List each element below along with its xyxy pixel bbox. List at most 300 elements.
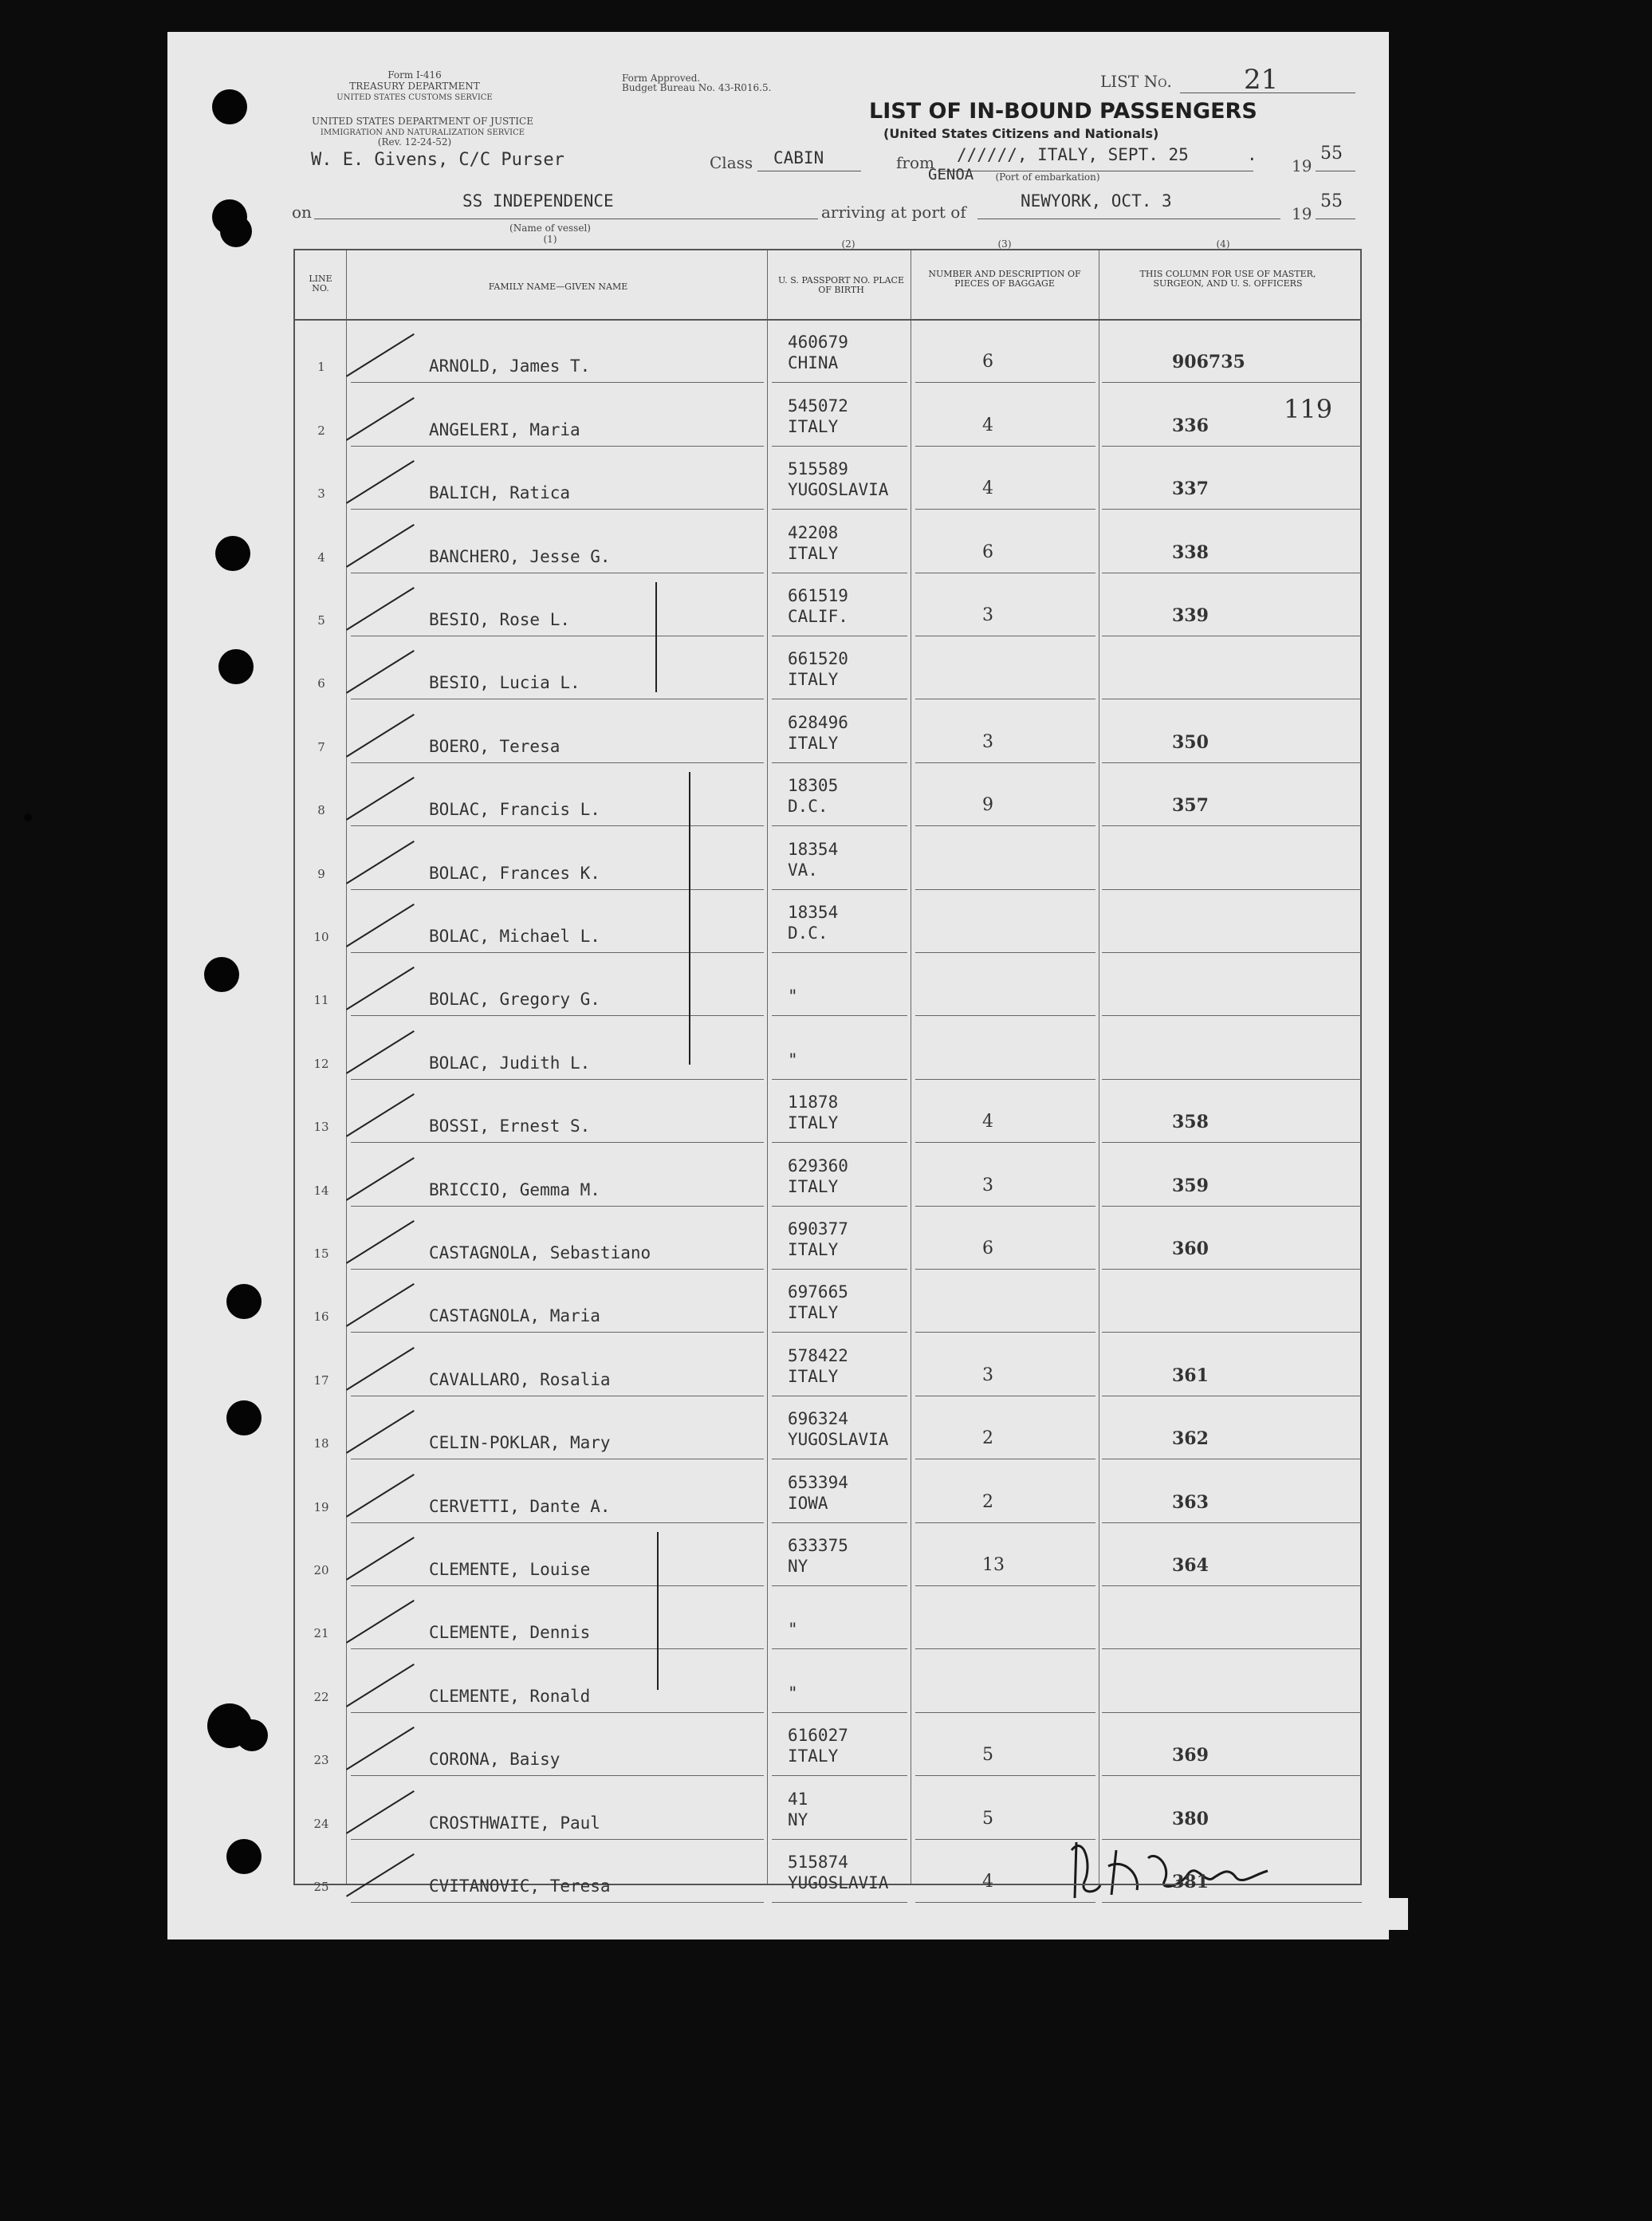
family-bracket	[689, 772, 690, 1065]
table-row	[295, 1144, 1360, 1207]
table-row	[295, 1017, 1360, 1080]
row-rule	[351, 509, 764, 510]
officer-number: 350	[1172, 731, 1209, 753]
table-row	[295, 1397, 1360, 1460]
passport-number: 515874	[788, 1852, 848, 1872]
row-rule	[915, 1585, 1095, 1586]
from-dot: .	[1247, 145, 1257, 164]
baggage-count: 4	[982, 478, 993, 499]
baggage-count: 9	[982, 795, 993, 816]
passenger-table	[293, 249, 1362, 1896]
row-rule	[351, 1839, 764, 1840]
table-row	[295, 891, 1360, 954]
officer-number: 357	[1172, 795, 1209, 817]
form-number: Form I-416	[387, 69, 442, 81]
line-number: 14	[313, 1183, 329, 1198]
place-of-birth: "	[788, 1683, 798, 1703]
row-rule	[1102, 1648, 1362, 1649]
row-rule	[351, 1079, 764, 1080]
row-rule	[1102, 382, 1362, 383]
check-mark	[346, 1600, 415, 1644]
place-of-birth: YUGOSLAVIA	[788, 1430, 889, 1450]
passenger-name: BOSSI, Ernest S.	[429, 1116, 591, 1136]
check-mark	[346, 524, 415, 568]
budget-bureau: Budget Bureau No. 43-R016.5.	[622, 82, 772, 93]
place-of-birth: NY	[788, 1809, 808, 1829]
passport-number: 42208	[788, 522, 839, 542]
place-of-birth: CHINA	[788, 353, 839, 373]
row-rule	[915, 952, 1095, 953]
col1-number: (1)	[543, 234, 557, 245]
place-of-birth: ITALY	[788, 1366, 839, 1386]
row-rule	[915, 1015, 1095, 1016]
row-rule	[915, 1775, 1095, 1776]
passport-number: 460679	[788, 333, 848, 352]
list-number: 21	[1244, 64, 1279, 96]
row-rule	[772, 1269, 907, 1270]
check-mark	[346, 1093, 415, 1137]
check-mark	[346, 777, 415, 821]
place-of-birth: ITALY	[788, 733, 839, 753]
passport-number: 18305	[788, 776, 839, 796]
arriving-label: arriving at port of	[821, 203, 966, 222]
row-rule	[915, 1902, 1095, 1903]
passenger-name: CERVETTI, Dante A.	[429, 1496, 611, 1516]
row-rule	[1102, 1902, 1362, 1903]
check-mark	[346, 1220, 415, 1264]
table-row	[295, 447, 1360, 510]
line-number: 1	[317, 360, 325, 375]
col2-number: (2)	[841, 238, 856, 250]
list-no-label: LIST No.	[1100, 72, 1172, 91]
place-of-birth: D.C.	[788, 923, 828, 943]
officer-number: 337	[1172, 478, 1209, 500]
officer-number: 339	[1172, 604, 1209, 626]
passport-number: 661520	[788, 649, 848, 669]
officer-number: 363	[1172, 1491, 1209, 1513]
row-rule	[772, 1522, 907, 1523]
year-prefix-from: 19	[1292, 156, 1312, 175]
passenger-name: BRICCIO, Gemma M.	[429, 1179, 600, 1199]
place-of-birth: ITALY	[788, 1176, 839, 1196]
line-number: 21	[313, 1626, 329, 1641]
header-baggage: NUMBER AND DESCRIPTION OF PIECES OF BAGGAGE	[928, 269, 1081, 289]
passport-number: 18354	[788, 902, 839, 922]
check-mark	[346, 714, 415, 758]
place-of-birth: ITALY	[788, 543, 839, 563]
passport-number: 653394	[788, 1472, 848, 1492]
passenger-name: BOLAC, Michael L.	[429, 926, 600, 946]
passenger-name: ARNOLD, James T.	[429, 356, 591, 376]
row-rule	[915, 825, 1095, 826]
passenger-name: BOLAC, Judith L.	[429, 1053, 591, 1073]
line-number: 7	[317, 739, 325, 754]
check-mark	[346, 587, 415, 631]
col3-number: (3)	[997, 238, 1012, 250]
passenger-name: BOLAC, Gregory G.	[429, 990, 600, 1010]
row-rule	[1102, 1079, 1362, 1080]
row-rule	[915, 382, 1095, 383]
from-value: //////, ITALY, SEPT. 25	[957, 145, 1189, 164]
year-prefix-arrival: 19	[1292, 204, 1312, 223]
form-approved: Form Approved.	[622, 73, 701, 84]
table-row	[295, 384, 1360, 447]
place-of-birth: ITALY	[788, 1113, 839, 1133]
passenger-name: BOLAC, Francis L.	[429, 800, 600, 820]
row-rule	[772, 1585, 907, 1586]
passport-number: 628496	[788, 712, 848, 732]
row-rule	[772, 509, 907, 510]
passport-number: 696324	[788, 1409, 848, 1429]
table-row	[295, 1460, 1360, 1523]
baggage-count: 13	[982, 1554, 1005, 1575]
row-rule	[1102, 1142, 1362, 1143]
passenger-name: CORONA, Baisy	[429, 1750, 560, 1770]
row-rule	[351, 1902, 764, 1903]
row-rule	[1102, 1585, 1362, 1586]
officer-number: 336	[1172, 415, 1209, 436]
place-of-birth: "	[788, 986, 798, 1006]
row-rule	[915, 1712, 1095, 1713]
table-row	[295, 637, 1360, 700]
row-rule	[351, 825, 764, 826]
row-rule	[915, 1206, 1095, 1207]
officer-number: 361	[1172, 1364, 1209, 1386]
check-mark	[346, 1157, 415, 1201]
line-number: 18	[313, 1436, 329, 1451]
line-number: 25	[313, 1879, 329, 1894]
officer-number: 360	[1172, 1238, 1209, 1259]
row-rule	[351, 1332, 764, 1333]
passenger-name: CLEMENTE, Ronald	[429, 1686, 591, 1706]
passport-number: 661519	[788, 585, 848, 605]
arrival-port: NEWYORK, OCT. 3	[1021, 191, 1172, 211]
row-rule	[772, 1332, 907, 1333]
row-rule	[351, 1585, 764, 1586]
baggage-count: 2	[982, 1428, 993, 1449]
place-of-birth: ITALY	[788, 1746, 839, 1766]
punch-hole	[226, 1284, 262, 1319]
line-number: 13	[313, 1120, 329, 1135]
officer-number: 338	[1172, 541, 1209, 563]
year-from: 55	[1320, 144, 1343, 163]
place-of-birth: "	[788, 1049, 798, 1069]
passenger-name: ANGELERI, Maria	[429, 419, 580, 439]
row-rule	[772, 1015, 907, 1016]
table-row	[295, 321, 1360, 384]
line-number: 8	[317, 803, 325, 818]
family-bracket	[657, 1532, 659, 1690]
row-rule	[1102, 889, 1362, 890]
row-rule	[915, 889, 1095, 890]
row-rule	[1102, 1712, 1362, 1713]
passenger-name: BANCHERO, Jesse G.	[429, 546, 611, 566]
passenger-name: CASTAGNOLA, Sebastiano	[429, 1242, 651, 1262]
margin-note: 119	[1284, 394, 1333, 424]
passport-number: 629360	[788, 1156, 848, 1175]
row-rule	[772, 382, 907, 383]
officer-number: 362	[1172, 1428, 1209, 1450]
passport-number: 633375	[788, 1535, 848, 1555]
row-rule	[772, 952, 907, 953]
table-row	[295, 1333, 1360, 1396]
line-number: 2	[317, 423, 325, 438]
row-rule	[1102, 446, 1362, 447]
line-number: 10	[313, 929, 329, 944]
passport-number: 616027	[788, 1726, 848, 1746]
row-rule	[1102, 762, 1362, 763]
baggage-count: 6	[982, 1238, 993, 1258]
row-rule	[351, 1648, 764, 1649]
check-mark	[346, 1853, 415, 1897]
row-rule	[1102, 1269, 1362, 1270]
place-of-birth: IOWA	[788, 1493, 828, 1513]
punch-hole	[220, 215, 252, 247]
check-mark	[346, 1030, 415, 1074]
place-of-birth: "	[788, 1620, 798, 1640]
passenger-name: BOLAC, Frances K.	[429, 863, 600, 883]
family-bracket	[655, 582, 657, 693]
header-name: FAMILY NAME—GIVEN NAME	[488, 282, 628, 292]
table-row	[295, 764, 1360, 827]
row-rule	[1102, 1206, 1362, 1207]
table-row	[295, 574, 1360, 637]
line-number: 23	[313, 1753, 329, 1768]
line-number: 4	[317, 549, 325, 565]
punch-hole	[218, 649, 254, 684]
row-rule	[1102, 1775, 1362, 1776]
line-number: 22	[313, 1689, 329, 1704]
header-passport: U. S. PASSPORT NO. PLACE OF BIRTH	[777, 275, 905, 295]
punch-hole	[226, 1839, 262, 1874]
embark-label: (Port of embarkation)	[995, 171, 1100, 183]
line-number: 16	[313, 1309, 329, 1325]
baggage-count: 4	[982, 415, 993, 435]
row-rule	[351, 889, 764, 890]
officer-number: 359	[1172, 1175, 1209, 1196]
place-of-birth: ITALY	[788, 1239, 839, 1259]
row-rule	[1102, 1522, 1362, 1523]
row-rule	[772, 1079, 907, 1080]
line-number: 12	[313, 1056, 329, 1071]
embark-port: GENOA	[928, 166, 974, 183]
row-rule	[772, 1839, 907, 1840]
row-rule	[772, 825, 907, 826]
passenger-name: CROSTHWAITE, Paul	[429, 1813, 600, 1833]
place-of-birth: ITALY	[788, 416, 839, 436]
row-rule	[772, 1206, 907, 1207]
purser-name: W. E. Givens, C/C Purser	[311, 150, 564, 170]
row-rule	[351, 1522, 764, 1523]
place-of-birth: VA.	[788, 860, 818, 880]
passenger-name: BALICH, Ratica	[429, 483, 571, 503]
row-rule	[351, 762, 764, 763]
baggage-count: 6	[982, 541, 993, 562]
check-mark	[346, 904, 415, 947]
line-number: 20	[313, 1562, 329, 1577]
passenger-name: CELIN-POKLAR, Mary	[429, 1433, 611, 1453]
baggage-count: 5	[982, 1745, 993, 1766]
officer-number: 369	[1172, 1745, 1209, 1766]
table-row	[295, 1650, 1360, 1713]
row-rule	[351, 1775, 764, 1776]
class-value: CABIN	[773, 148, 824, 167]
header-officers: THIS COLUMN FOR USE OF MASTER, SURGEON, AND U. S. OFFICERS	[1139, 269, 1316, 289]
on-label: on	[292, 203, 312, 222]
row-rule	[1102, 509, 1362, 510]
baggage-count: 3	[982, 1364, 993, 1385]
passenger-name: BESIO, Rose L.	[429, 609, 571, 629]
row-rule	[915, 1839, 1095, 1840]
passenger-name: BESIO, Lucia L.	[429, 673, 580, 693]
check-mark	[346, 1283, 415, 1327]
punch-hole	[236, 1719, 268, 1751]
row-rule	[772, 1648, 907, 1649]
check-mark	[346, 1410, 415, 1454]
check-mark	[346, 1727, 415, 1770]
table-row	[295, 1841, 1360, 1904]
passenger-name: CLEMENTE, Louise	[429, 1559, 591, 1579]
passenger-name: BOERO, Teresa	[429, 736, 560, 756]
customs-service: UNITED STATES CUSTOMS SERVICE	[336, 93, 493, 102]
col4-number: (4)	[1216, 238, 1230, 250]
passport-number: 545072	[788, 396, 848, 415]
table-row	[295, 1081, 1360, 1144]
row-rule	[1102, 1839, 1362, 1840]
officer-number: 381	[1172, 1871, 1209, 1892]
line-number: 19	[313, 1499, 329, 1514]
ins-service: IMMIGRATION AND NATURALIZATION SERVICE	[320, 128, 525, 137]
row-rule	[915, 1079, 1095, 1080]
officer-number: 906735	[1172, 352, 1245, 373]
line-number: 11	[313, 993, 329, 1008]
baggage-count: 2	[982, 1491, 993, 1512]
table-row	[295, 827, 1360, 890]
row-rule	[915, 1522, 1095, 1523]
punch-hole	[215, 536, 250, 571]
place-of-birth: YUGOSLAVIA	[788, 480, 889, 500]
row-rule	[772, 1712, 907, 1713]
passport-number: 11878	[788, 1093, 839, 1112]
baggage-count: 3	[982, 604, 993, 625]
line-number: 15	[313, 1246, 329, 1261]
passport-number: 697665	[788, 1282, 848, 1302]
row-rule	[915, 446, 1095, 447]
baggage-count: 4	[982, 1871, 993, 1892]
treasury-dept: TREASURY DEPARTMENT	[349, 81, 480, 92]
line-number: 9	[317, 866, 325, 881]
table-row	[295, 954, 1360, 1017]
place-of-birth: ITALY	[788, 670, 839, 690]
class-label: Class	[710, 153, 753, 172]
officer-number: 358	[1172, 1112, 1209, 1133]
from-label: from	[896, 153, 934, 172]
officer-number: 380	[1172, 1808, 1209, 1829]
check-mark	[346, 397, 415, 441]
baggage-count: 5	[982, 1808, 993, 1829]
table-row	[295, 1270, 1360, 1333]
row-rule	[351, 382, 764, 383]
passenger-name: CVITANOVIC, Teresa	[429, 1876, 611, 1896]
justice-dept: UNITED STATES DEPARTMENT OF JUSTICE	[312, 116, 533, 127]
vessel-name: SS INDEPENDENCE	[462, 191, 614, 211]
row-rule	[915, 1648, 1095, 1649]
table-row	[295, 700, 1360, 763]
row-rule	[772, 1902, 907, 1903]
check-mark	[346, 1474, 415, 1518]
row-rule	[1102, 1015, 1362, 1016]
line-number: 5	[317, 612, 325, 628]
passenger-name: CLEMENTE, Dennis	[429, 1623, 591, 1643]
passport-number: 690377	[788, 1219, 848, 1238]
page-title: LIST OF IN-BOUND PASSENGERS	[869, 99, 1257, 124]
row-rule	[772, 1775, 907, 1776]
vessel-label: (Name of vessel)	[509, 222, 591, 234]
page-subtitle: (United States Citizens and Nationals)	[883, 126, 1159, 141]
check-mark	[346, 1537, 415, 1581]
place-of-birth: NY	[788, 1556, 808, 1576]
place-of-birth: ITALY	[788, 1303, 839, 1323]
baggage-count: 6	[982, 352, 993, 372]
table-row	[295, 1777, 1360, 1840]
row-rule	[351, 446, 764, 447]
officer-number: 364	[1172, 1554, 1209, 1576]
line-number: 3	[317, 486, 325, 502]
place-of-birth: CALIF.	[788, 606, 848, 626]
check-mark	[346, 1664, 415, 1707]
punch-hole	[226, 1400, 262, 1435]
header-line-no: LINE NO.	[309, 274, 332, 293]
passport-number: 41	[788, 1789, 808, 1809]
row-rule	[772, 762, 907, 763]
row-rule	[351, 1206, 764, 1207]
place-of-birth: D.C.	[788, 797, 828, 817]
check-mark	[346, 650, 415, 694]
table-row	[295, 1524, 1360, 1587]
row-rule	[915, 1142, 1095, 1143]
row-rule	[915, 1332, 1095, 1333]
row-rule	[351, 952, 764, 953]
row-rule	[772, 889, 907, 890]
row-rule	[915, 762, 1095, 763]
passport-number: 18354	[788, 839, 839, 859]
check-mark	[346, 967, 415, 1010]
table-row	[295, 1587, 1360, 1650]
row-rule	[915, 1269, 1095, 1270]
table-row	[295, 1714, 1360, 1777]
place-of-birth: YUGOSLAVIA	[788, 1872, 889, 1892]
scan-mark	[24, 813, 32, 821]
check-mark	[346, 1347, 415, 1391]
row-rule	[915, 509, 1095, 510]
table-row	[295, 510, 1360, 573]
punch-hole	[204, 957, 239, 992]
table-row	[295, 1207, 1360, 1270]
punch-hole	[212, 89, 247, 124]
baggage-count: 3	[982, 731, 993, 752]
passenger-name: CAVALLARO, Rosalia	[429, 1369, 611, 1389]
row-rule	[772, 446, 907, 447]
passport-number: 578422	[788, 1345, 848, 1365]
line-number: 17	[313, 1372, 329, 1388]
row-rule	[351, 1015, 764, 1016]
line-number: 24	[313, 1816, 329, 1831]
check-mark	[346, 841, 415, 884]
row-rule	[351, 1142, 764, 1143]
passport-number: 515589	[788, 459, 848, 479]
row-rule	[351, 1269, 764, 1270]
revision: (Rev. 12-24-52)	[377, 136, 452, 148]
